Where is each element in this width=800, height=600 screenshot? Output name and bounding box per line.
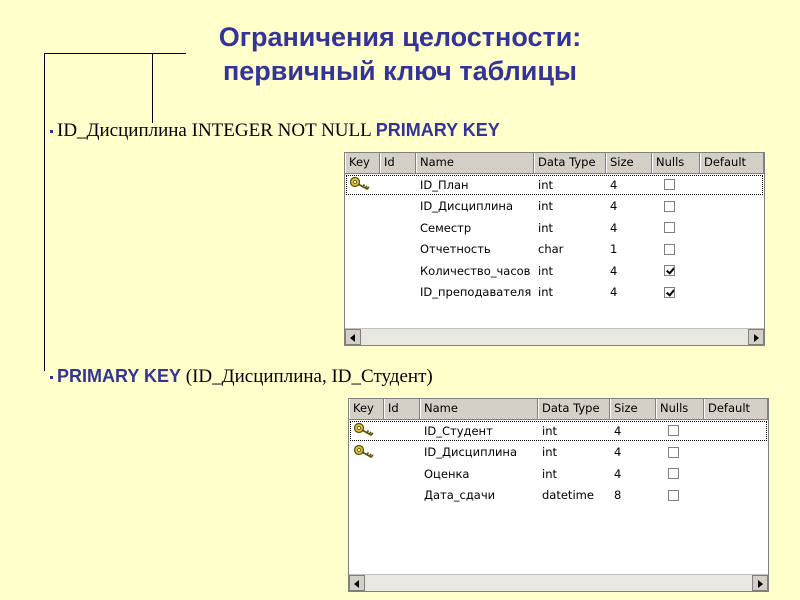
size-cell[interactable]: 4 (610, 285, 618, 300)
column-header-nulls[interactable]: Nulls (656, 399, 704, 419)
primary-key-icon (349, 180, 371, 194)
nulls-checkbox[interactable] (664, 201, 675, 212)
data-type-cell[interactable]: int (542, 423, 557, 438)
decor-line-inner (152, 53, 153, 123)
column-header-default[interactable]: Default (700, 153, 764, 173)
table-row[interactable] (345, 282, 764, 304)
horizontal-scrollbar[interactable] (349, 574, 768, 591)
nulls-cell (652, 265, 700, 276)
column-header-key[interactable]: Key (349, 399, 384, 419)
bullet-icon (50, 130, 53, 133)
name-cell[interactable]: ID_План (420, 177, 469, 192)
table-row[interactable] (349, 463, 768, 485)
grid-header (345, 153, 764, 174)
data-type-cell[interactable]: char (538, 242, 564, 257)
column-header-id[interactable]: Id (380, 153, 416, 173)
data-type-cell[interactable]: datetime (542, 488, 594, 503)
nulls-cell (656, 468, 704, 479)
name-cell[interactable]: ID_Студент (424, 423, 493, 438)
bullet-icon (50, 376, 53, 379)
data-type-cell[interactable]: int (538, 220, 553, 235)
table-design-grid-1[interactable] (344, 152, 765, 346)
nulls-checkbox[interactable] (664, 244, 675, 255)
nulls-checkbox[interactable] (668, 468, 679, 479)
data-type-cell[interactable]: int (538, 263, 553, 278)
table-row[interactable] (345, 196, 764, 218)
key-cell[interactable] (349, 421, 384, 440)
scroll-left-icon[interactable] (345, 329, 361, 345)
statement-keyword: PRIMARY KEY (57, 366, 182, 386)
grid-header (349, 399, 768, 420)
nulls-checkbox[interactable] (664, 222, 675, 233)
column-header-data-type[interactable]: Data Type (538, 399, 610, 419)
size-cell[interactable]: 8 (614, 488, 622, 503)
name-cell[interactable]: Количество_часов (420, 263, 531, 278)
size-cell[interactable]: 4 (610, 177, 618, 192)
nulls-checkbox[interactable] (664, 265, 675, 276)
statement-table-text: (ID_Дисциплина, ID_Студент) (181, 366, 433, 387)
size-cell[interactable]: 4 (610, 220, 618, 235)
slide-title-line1: Ограничения целостности: (218, 22, 582, 52)
name-cell[interactable]: ID_преподавателя (420, 285, 532, 300)
size-cell[interactable]: 1 (610, 242, 618, 257)
column-header-default[interactable]: Default (704, 399, 768, 419)
scroll-right-icon[interactable] (752, 575, 768, 591)
nulls-cell (652, 244, 700, 255)
statement-table-primary-key (50, 366, 433, 388)
size-cell[interactable]: 4 (610, 263, 618, 278)
column-header-size[interactable]: Size (610, 399, 656, 419)
key-cell[interactable] (345, 175, 380, 194)
nulls-cell (656, 447, 704, 458)
key-cell[interactable] (349, 443, 384, 462)
nulls-checkbox[interactable] (664, 287, 675, 298)
column-header-size[interactable]: Size (606, 153, 652, 173)
size-cell[interactable]: 4 (614, 466, 622, 481)
scroll-left-icon[interactable] (349, 575, 365, 591)
data-type-cell[interactable]: int (542, 466, 557, 481)
column-header-nulls[interactable]: Nulls (652, 153, 700, 173)
table-row[interactable] (349, 485, 768, 507)
nulls-cell (652, 222, 700, 233)
column-header-id[interactable]: Id (384, 399, 420, 419)
nulls-cell (656, 425, 704, 436)
nulls-cell (652, 201, 700, 212)
column-header-name[interactable]: Name (416, 153, 534, 173)
data-type-cell[interactable]: int (538, 285, 553, 300)
decor-line-left (44, 53, 45, 371)
table-row[interactable] (345, 174, 764, 196)
data-type-cell[interactable]: int (538, 199, 553, 214)
table-row[interactable] (349, 420, 768, 442)
table-row[interactable] (349, 442, 768, 464)
name-cell[interactable]: ID_Дисциплина (420, 199, 513, 214)
slide-title-line2: первичный ключ таблицы (222, 56, 577, 86)
nulls-checkbox[interactable] (668, 425, 679, 436)
statement-column-text: ID_Дисциплина INTEGER NOT NULL (57, 120, 376, 141)
scroll-right-icon[interactable] (748, 329, 764, 345)
size-cell[interactable]: 4 (610, 199, 618, 214)
column-header-key[interactable]: Key (345, 153, 380, 173)
nulls-cell (652, 179, 700, 190)
statement-keyword: PRIMARY KEY (375, 120, 500, 140)
nulls-cell (656, 490, 704, 501)
data-type-cell[interactable]: int (538, 177, 553, 192)
nulls-checkbox[interactable] (668, 447, 679, 458)
size-cell[interactable]: 4 (614, 423, 622, 438)
primary-key-icon (353, 426, 375, 440)
name-cell[interactable]: Отчетность (420, 242, 491, 257)
nulls-checkbox[interactable] (668, 490, 679, 501)
table-row[interactable] (345, 260, 764, 282)
horizontal-scrollbar[interactable] (345, 328, 764, 345)
name-cell[interactable]: Оценка (424, 466, 470, 481)
name-cell[interactable]: Дата_сдачи (424, 488, 496, 503)
data-type-cell[interactable]: int (542, 445, 557, 460)
name-cell[interactable]: Семестр (420, 220, 472, 235)
column-header-name[interactable]: Name (420, 399, 538, 419)
primary-key-icon (353, 448, 375, 462)
nulls-checkbox[interactable] (664, 179, 675, 190)
statement-column-primary-key (50, 120, 500, 142)
name-cell[interactable]: ID_Дисциплина (424, 445, 517, 460)
column-header-data-type[interactable]: Data Type (534, 153, 606, 173)
table-row[interactable] (345, 239, 764, 261)
table-design-grid-2[interactable] (348, 398, 769, 592)
size-cell[interactable]: 4 (614, 445, 622, 460)
decor-line-top (44, 53, 186, 54)
table-row[interactable] (345, 217, 764, 239)
nulls-cell (652, 287, 700, 298)
